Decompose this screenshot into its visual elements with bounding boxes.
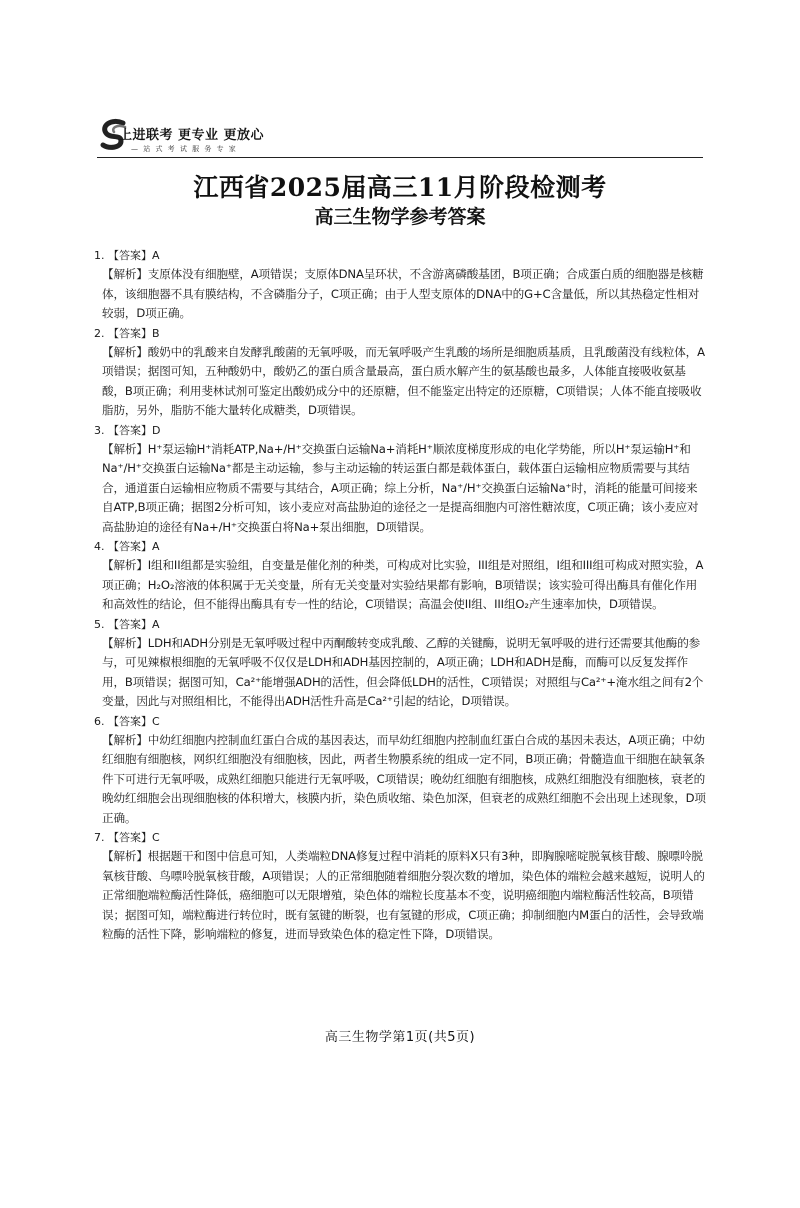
answer-label: 【答案】B [108,326,160,340]
answer-list [94,246,706,945]
question-number: 7. [94,831,105,844]
question-item [94,712,706,829]
explanation-text: 【解析】支原体没有细胞壁，A项错误；支原体DNA呈环状，不含游离磷酸基团，B项正确；合成蛋白质的细胞器是核糖体，该细胞器不具有膜结构，不含磷脂分子，C项正确；由于人型支原体的DNA中的G+C含量低，所以其热稳定性相对较弱，D项正确。 [102,267,704,320]
explanation-text: 【解析】中幼红细胞内控制血红蛋白合成的基因表达，而早幼红细胞内控制血红蛋白合成的基因未表达，A项正确；中幼红细胞有细胞核，网织红细胞没有细胞核，因此，两者生物膜系统的组成一定不同，B项正确；骨髓造血干细胞在缺氧条件下可进行无氧呼吸，成熟红细胞只能进行无氧呼吸，C项错误；晚幼红细胞有细胞核，成熟红细胞没有细胞核，衰老的晚幼红细胞会出现细胞核的体积增大，核膜内折，染色质收缩、染色加深，但衰老的成熟红细胞不会出现上述现象，D项正确。 [102,732,706,825]
answer-line [94,828,706,847]
answer-line [94,712,706,731]
answer-label: 【答案】C [108,831,160,844]
question-number: 3. [94,423,105,437]
answer-line [94,615,706,634]
answer-label: 【答案】A [108,249,160,262]
answer-label: 【答案】A [108,540,160,553]
logo-slogan: 上进联考 更专业 更放心 [119,128,265,143]
question-item [94,615,706,712]
question-item [94,537,706,615]
header-divider [97,157,703,158]
question-number: 5. [94,617,105,631]
answer-label: 【答案】D [108,423,161,437]
question-number: 2. [94,326,105,340]
explanation-text: 【解析】LDH和ADH分别是无氧呼吸过程中丙酮酸转变成乳酸、乙醇的关键酶，说明无氧呼吸的进行还需要其他酶的参与，可见辣椒根细胞的无氧呼吸不仅仅是LDH和ADH基因控制的，A项正确；LDH和ADH是酶，而酶可以反复发挥作用，B项错误；据图可知，Ca²⁺能增强ADH的活性，但会降低LDH的活性，C项错误；对照组与Ca²⁺+淹水组之间有2个变量，因此与对照组相比，不能得出ADH活性升高是Ca²⁺引起的结论，D项错误。 [102,635,704,708]
logo-sub-slogan: — 站 式 考 试 服 务 专 家 [131,145,238,153]
document-title: 江西省2025届高三11月阶段检测考 [193,173,607,202]
question-item [94,324,706,421]
question-number: 6. [94,714,105,728]
header-logo [97,118,297,158]
question-number: 4. [94,540,105,553]
explanation-text: 【解析】酸奶中的乳酸来自发酵乳酸菌的无氧呼吸，而无氧呼吸产生乳酸的场所是细胞质基质，且乳酸菌没有线粒体，A项错误；据图可知，五种酸奶中，酸奶乙的蛋白质含量最高，蛋白质水解产生的氨基酸也最多，人体能直接吸收氨基酸，B项正确；利用斐林试剂可鉴定出酸奶成分中的还原糖，但不能鉴定出特定的还原糖，C项错误；人体不能直接吸收脂肪，另外，脂肪不能大量转化成糖类，D项错误。 [102,344,705,417]
answer-line [94,324,706,343]
answer-line [94,537,706,556]
explanation-text: 【解析】H⁺泵运输H⁺消耗ATP,Na+/H⁺交换蛋白运输Na+消耗H⁺顺浓度梯度形成的电化学势能，所以H⁺泵运输H⁺和Na⁺/H⁺交换蛋白运输Na⁺都是主动运输，参与主动运输的转运蛋白都是载体蛋白，载体蛋白运输相应物质需要与其结合，通道蛋白运输相应物质不需要与其结合，A项正确；综上分析，Na⁺/H⁺交换蛋白运输Na⁺时，消耗的能量可间接来自ATP,B项正确；据图2分析可知，该小麦应对高盐胁迫的途径之一是提高细胞内可溶性糖浓度，C项正确；该小麦应对高盐胁迫的途径有Na+/H⁺交换蛋白将Na+泵出细胞，D项错误。 [102,441,699,534]
explanation-text: 【解析】根据题干和图中信息可知，人类端粒DNA修复过程中消耗的原料X只有3种，即胸腺嘧啶脱氧核苷酸、腺嘌呤脱氧核苷酸、鸟嘌呤脱氧核苷酸，A项错误；人的正常细胞随着细胞分裂次数的增加，染色体的端粒会越来越短，说明人的正常细胞端粒酶活性降低，癌细胞可以无限增殖，染色体的端粒长度基本不变，说明癌细胞内端粒酶活性较高，B项错误；据图可知，端粒酶进行转位时，既有氢键的断裂，也有氢键的形成，C项正确；抑制细胞内M蛋白的活性，会导致端粒酶的活性下降，影响端粒的修复，进而导致染色体的稳定性下降，D项错误。 [102,849,705,941]
answer-line [94,246,706,265]
question-number: 1. [94,249,105,262]
document-subtitle: 高三生物学参考答案 [314,206,486,228]
page-footer: 高三生物学第1页(共5页) [324,1030,476,1045]
question-item [94,421,706,538]
explanation-text: 【解析】I组和II组都是实验组，自变量是催化剂的种类，可构成对比实验，III组是对照组，I组和III组可构成对照实验，A项正确；H₂O₂溶液的体积属于无关变量，所有无关变量对实验结果都有影响，B项错误；该实验可得出酶具有催化作用和高效性的结论，但不能得出酶具有专一性的结论，C项错误；高温会使II组、III组O₂产生速率加快，D项错误。 [102,558,704,611]
question-item [94,246,706,324]
answer-label: 【答案】A [108,617,160,631]
question-item [94,828,706,945]
answer-label: 【答案】C [108,714,160,728]
answer-line [94,421,706,440]
